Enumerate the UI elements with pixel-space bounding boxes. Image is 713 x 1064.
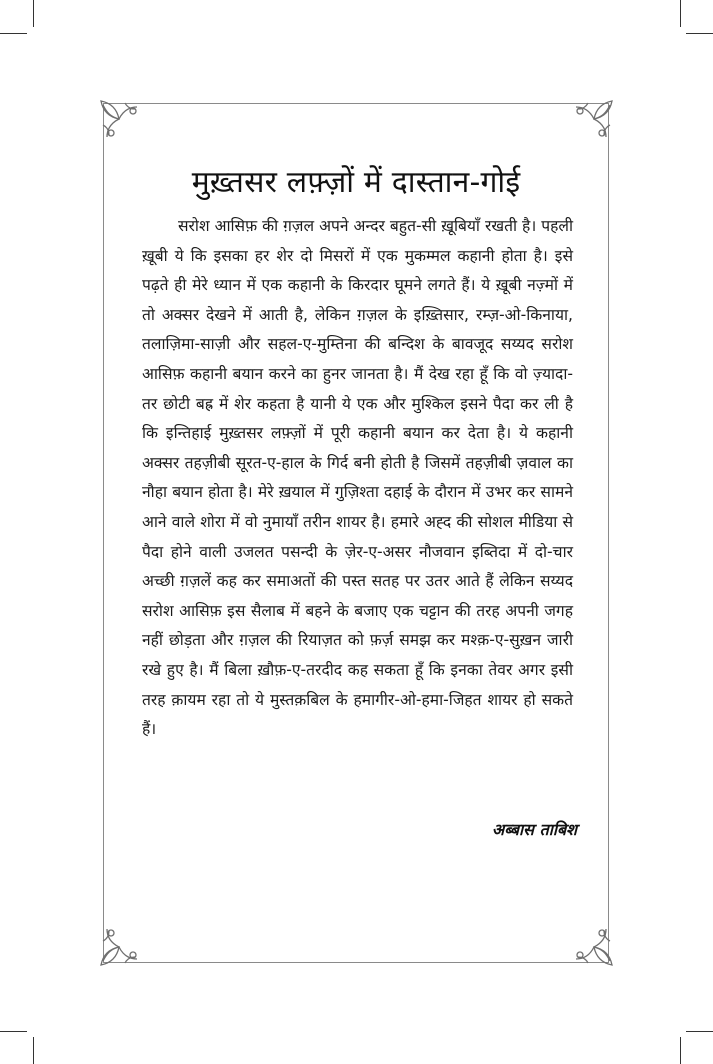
body-paragraph: सरोश आसिफ़ की ग़ज़ल अपने अन्दर बहुत-सी ख़ूबियाँ रखती है। पहली ख़ूबी ये कि इसका हर शेर दो मिसरों में एक मुकम्मल कहानी होता है। इसे पढ़ते ही मेरे ध्यान में एक कहानी के किरदार घूमने लगते हैं। ये ख़ूबी नज़्मों में तो अक्सर देखने में आती है, लेकिन ग़ज़ल के इख़्तिसार, रम्ज़-ओ-किनाया, तलाज़िमा-साज़ी और सहल-ए-मुम्तिना की बन्दिश के बावजूद सय्यद सरोश आसिफ़ कहानी बयान करने का हुनर जानता है। मैं देख रहा हूँ कि वो ज़्यादा-तर छोटी बह्र में शेर कहता है यानी ये एक और मुश्किल इसने पैदा कर ली है कि इन्तिहाई मुख़्तसर लफ़्ज़ों में पूरी कहानी बयान कर देता है। ये कहानी अक्सर तहज़ीबी सूरत-ए-हाल के गिर्द बनी होती है जिसमें तहज़ीबी ज़वाल का नौहा बयान होता है। मेरे ख़याल में गुज़िश्ता दहाई के दौरान में उभर कर सामने आने वाले शोरा में वो नुमायाँ तरीन शायर है। हमारे अह्द की सोशल मीडिया से पैदा होने वाली उजलत पसन्दी के ज़ेर-ए-असर नौजवान इब्तिदा में दो-चार अच्छी ग़ज़लें कह कर समाअतों की पस्त सतह पर उतर आते हैं लेकिन सय्यद सरोश आसिफ़ इस सैलाब में बहने के बजाए एक चट्टान की तरह अपनी जगह नहीं छोड़ता और ग़ज़ल की रियाज़त को फ़र्ज़ समझ कर मश्क़-ए-सुख़न जारी रखे हुए है। मैं बिला ख़ौफ़-ए-तरदीद कह सकता हूँ कि इनका तेवर अगर इसी तरह क़ायम रहा तो ये मुस्तक़बिल के हमागीर-ओ-हमा-जिहत शायर हो सकते हैं। [142, 217, 573, 739]
crop-mark [33, 1037, 34, 1064]
crop-mark [686, 33, 713, 34]
crop-mark [686, 1031, 713, 1032]
body-text [142, 212, 573, 745]
author-signature: अब्बास ताबिश [492, 820, 577, 839]
floral-corner-ornament-icon [570, 97, 616, 143]
crop-mark [680, 0, 681, 27]
crop-mark [0, 33, 27, 34]
crop-mark [33, 0, 34, 27]
crop-mark [0, 1031, 27, 1032]
crop-mark [680, 1037, 681, 1064]
floral-corner-ornament-icon [97, 923, 143, 969]
page-title: मुख़्तसर लफ़्ज़ों में दास्तान-गोई [191, 165, 521, 201]
floral-corner-ornament-icon [97, 97, 143, 143]
floral-corner-ornament-icon [570, 923, 616, 969]
